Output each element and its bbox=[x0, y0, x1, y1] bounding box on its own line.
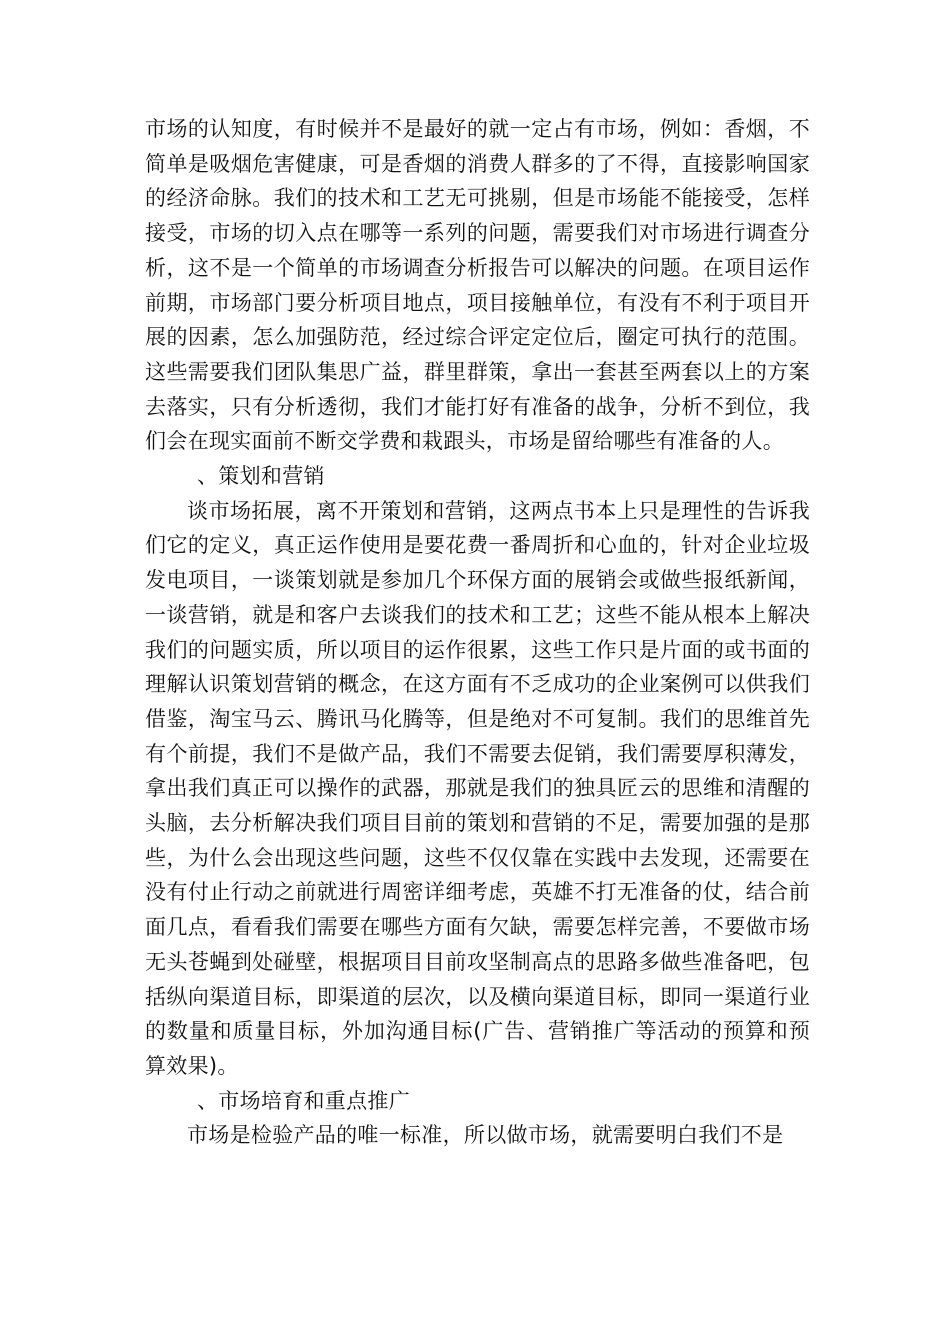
document-body bbox=[145, 112, 810, 1153]
paragraph-market-cultivation: 市场是检验产品的唯一标准，所以做市场，就需要明白我们不是 bbox=[187, 1123, 784, 1148]
paragraph-market-awareness: 市场的认知度，有时候并不是最好的就一定占有市场，例如：香烟，不简单是吸烟危害健康，可是香烟的消费人群多的了不得，直接影响国家的经济命脉。我们的技术和工艺无可挑剔，但是市场能不能接受，怎样接受，市场的切入点在哪等一系列的问题，需要我们对市场进行调查分析，这不是一个简单的市场调查分析报告可以解决的问题。在项目运作前期，市场部门要分析项目地点，项目接触单位，有没有不利于项目开展的因素，怎么加强防范，经过综合评定定位后，圈定可执行的范围。这些需要我们团队集思广益，群里群策，拿出一套甚至两套以上的方案去落实，只有分析透彻，我们才能打好有准备的战争，分析不到位，我们会在现实面前不断交学费和栽跟头，市场是留给哪些有准备的人。 bbox=[145, 117, 810, 454]
section-heading-planning-marketing: 、策划和营销 bbox=[197, 464, 325, 489]
paragraph-planning-marketing: 谈市场拓展，离不开策划和营销，这两点书本上只是理性的告诉我们它的定义，真正运作使用是要花费一番周折和心血的，针对企业垃圾发电项目，一谈策划就是参加几个环保方面的展销会或做些报纸新闻，一谈营销，就是和客户去谈我们的技术和工艺；这些不能从根本上解决我们的问题实质，所以项目的运作很累，这些工作只是片面的或书面的理解认识策划营销的概念，在这方面有不乏成功的企业案例可以供我们借鉴，淘宝马云、腾讯马化腾等，但是绝对不可复制。我们的思维首先有个前提，我们不是做产品，我们不需要去促销，我们需要厚积薄发，拿出我们真正可以操作的武器，那就是我们的独具匠云的思维和清醒的头脑，去分析解决我们项目目前的策划和营销的不足，需要加强的是那些，为什么会出现这些问题，这些不仅仅靠在实践中去发现，还需要在没有付止行动之前就进行周密详细考虑，英雄不打无准备的仗，结合前面几点，看看我们需要在哪些方面有欠缺，需要怎样完善，不要做市场无头苍蝇到处碰壁，根据项目目前攻坚制高点的思路多做些准备吧，包括纵向渠道目标，即渠道的层次，以及横向渠道目标，即同一渠道行业的数量和质量目标，外加沟通目标(广告、营销推广等活动的预算和预算效果)。 bbox=[145, 498, 810, 1078]
section-heading-market-cultivation: 、市场培育和重点推广 bbox=[197, 1088, 410, 1113]
